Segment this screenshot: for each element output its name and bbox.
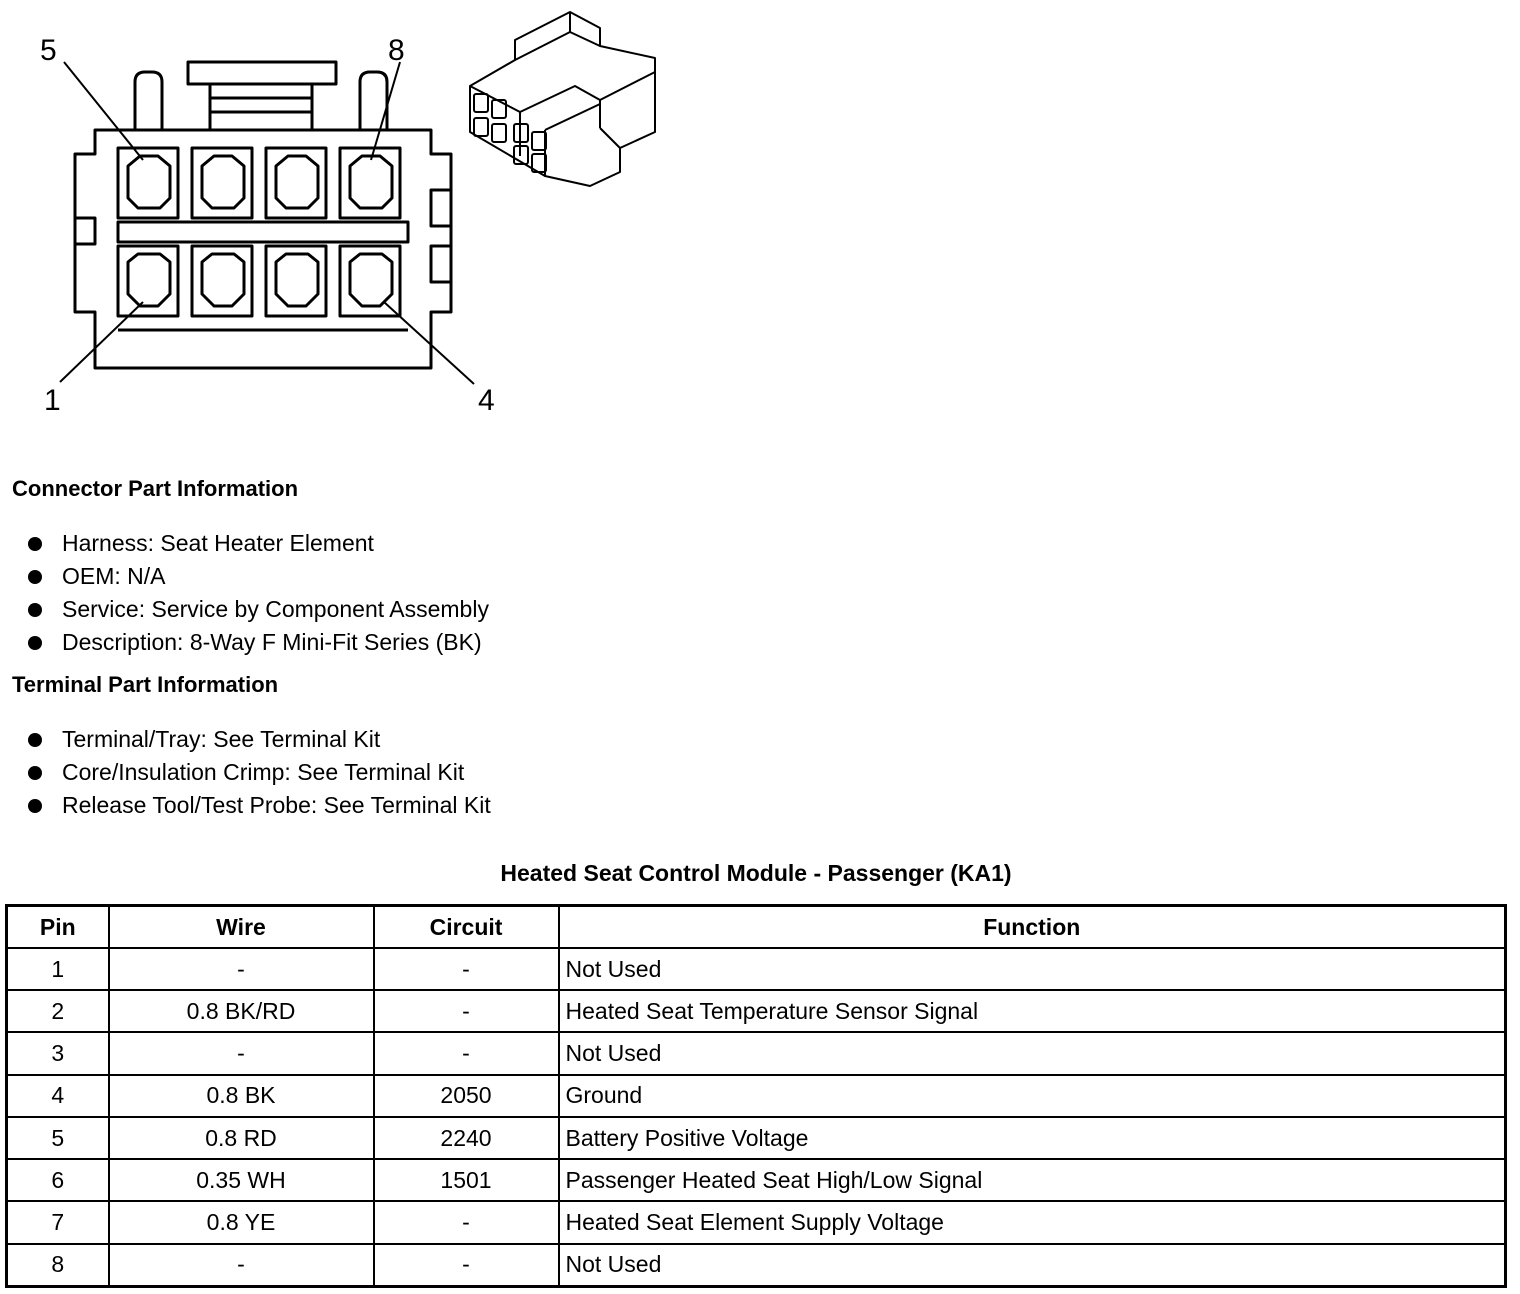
terminal-info-title: Terminal Part Information xyxy=(12,672,279,697)
wire-cell: - xyxy=(109,1032,374,1074)
pin-callout-1: 1 xyxy=(44,384,61,417)
connector-isometric-view xyxy=(470,12,655,186)
list-item xyxy=(28,626,489,659)
header-wire: Wire xyxy=(109,906,374,949)
table-row xyxy=(7,1244,1506,1287)
function-cell: Battery Positive Voltage xyxy=(559,1117,1506,1159)
connector-latch-left xyxy=(135,72,162,130)
circuit-cell: - xyxy=(374,1032,559,1074)
crimp-text: Core/Insulation Crimp: See Terminal Kit xyxy=(62,759,465,785)
list-item xyxy=(28,560,489,593)
wire-cell: - xyxy=(109,948,374,990)
harness-text: Harness: Seat Heater Element xyxy=(62,530,374,556)
pin-callout-8: 8 xyxy=(388,34,405,67)
bullet-icon xyxy=(28,766,42,780)
bullet-icon xyxy=(28,636,42,650)
connector-housing xyxy=(75,130,451,368)
pinout-table xyxy=(5,904,1507,1288)
function-cell: Passenger Heated Seat High/Low Signal xyxy=(559,1159,1506,1201)
pin-cell: 6 xyxy=(7,1159,109,1201)
connector-diagram xyxy=(0,0,700,440)
pin-cell: 7 xyxy=(7,1201,109,1243)
list-item xyxy=(28,593,489,626)
header-pin: Pin xyxy=(7,906,109,949)
function-cell: Heated Seat Element Supply Voltage xyxy=(559,1201,1506,1243)
cavity-pin-8 xyxy=(340,148,400,218)
wire-cell: 0.8 RD xyxy=(109,1117,374,1159)
service-text: Service: Service by Component Assembly xyxy=(62,596,489,622)
bullet-icon xyxy=(28,537,42,551)
leader-line-pin-5 xyxy=(64,62,143,160)
circuit-cell: 1501 xyxy=(374,1159,559,1201)
table-row xyxy=(7,1117,1506,1159)
table-row xyxy=(7,1201,1506,1243)
bullet-icon xyxy=(28,799,42,813)
pin-cell: 8 xyxy=(7,1244,109,1287)
circuit-cell: - xyxy=(374,1201,559,1243)
terminal-info-list xyxy=(28,723,491,822)
function-cell: Heated Seat Temperature Sensor Signal xyxy=(559,990,1506,1032)
bullet-icon xyxy=(28,570,42,584)
list-item xyxy=(28,527,489,560)
wire-cell: 0.8 BK xyxy=(109,1075,374,1117)
list-item xyxy=(28,756,491,789)
cavity-pin-3 xyxy=(266,246,326,316)
cavity-pin-1 xyxy=(118,246,178,316)
circuit-cell: - xyxy=(374,948,559,990)
pin-cell: 2 xyxy=(7,990,109,1032)
bullet-icon xyxy=(28,603,42,617)
pin-cell: 4 xyxy=(7,1075,109,1117)
leader-line-pin-4 xyxy=(384,302,474,384)
circuit-cell: - xyxy=(374,990,559,1032)
cavity-pin-5 xyxy=(118,148,178,218)
release-tool-text: Release Tool/Test Probe: See Terminal Kit xyxy=(62,792,491,818)
table-header-row xyxy=(7,906,1506,949)
wire-cell: 0.8 BK/RD xyxy=(109,990,374,1032)
pin-cell: 3 xyxy=(7,1032,109,1074)
wire-cell: 0.35 WH xyxy=(109,1159,374,1201)
terminal-tray-text: Terminal/Tray: See Terminal Kit xyxy=(62,726,381,752)
pin-cell: 5 xyxy=(7,1117,109,1159)
pin-callout-5: 5 xyxy=(40,34,57,67)
cavity-pin-2 xyxy=(192,246,252,316)
table-row xyxy=(7,990,1506,1032)
wire-cell: - xyxy=(109,1244,374,1287)
table-row xyxy=(7,1032,1506,1074)
bullet-icon xyxy=(28,733,42,747)
oem-text: OEM: N/A xyxy=(62,563,166,589)
list-item xyxy=(28,723,491,756)
connector-lock-tab xyxy=(188,62,336,84)
header-function: Function xyxy=(559,906,1506,949)
function-cell: Ground xyxy=(559,1075,1506,1117)
table-row xyxy=(7,1159,1506,1201)
table-row xyxy=(7,1075,1506,1117)
circuit-cell: 2050 xyxy=(374,1075,559,1117)
function-cell: Not Used xyxy=(559,948,1506,990)
cavity-pin-6 xyxy=(192,148,252,218)
pin-cell: 1 xyxy=(7,948,109,990)
table-row xyxy=(7,948,1506,990)
list-item xyxy=(28,789,491,822)
cavity-pin-7 xyxy=(266,148,326,218)
function-cell: Not Used xyxy=(559,1032,1506,1074)
description-text: Description: 8-Way F Mini-Fit Series (BK) xyxy=(62,629,482,655)
circuit-cell: - xyxy=(374,1244,559,1287)
function-cell: Not Used xyxy=(559,1244,1506,1287)
circuit-cell: 2240 xyxy=(374,1117,559,1159)
pin-callout-4: 4 xyxy=(478,384,495,417)
leader-line-pin-1 xyxy=(60,302,143,382)
connector-info-title: Connector Part Information xyxy=(12,476,299,501)
header-circuit: Circuit xyxy=(374,906,559,949)
cavity-pin-4 xyxy=(340,246,400,316)
connector-info-list xyxy=(28,527,489,659)
table-title: Heated Seat Control Module - Passenger (KA1) xyxy=(500,860,1012,886)
wire-cell: 0.8 YE xyxy=(109,1201,374,1243)
